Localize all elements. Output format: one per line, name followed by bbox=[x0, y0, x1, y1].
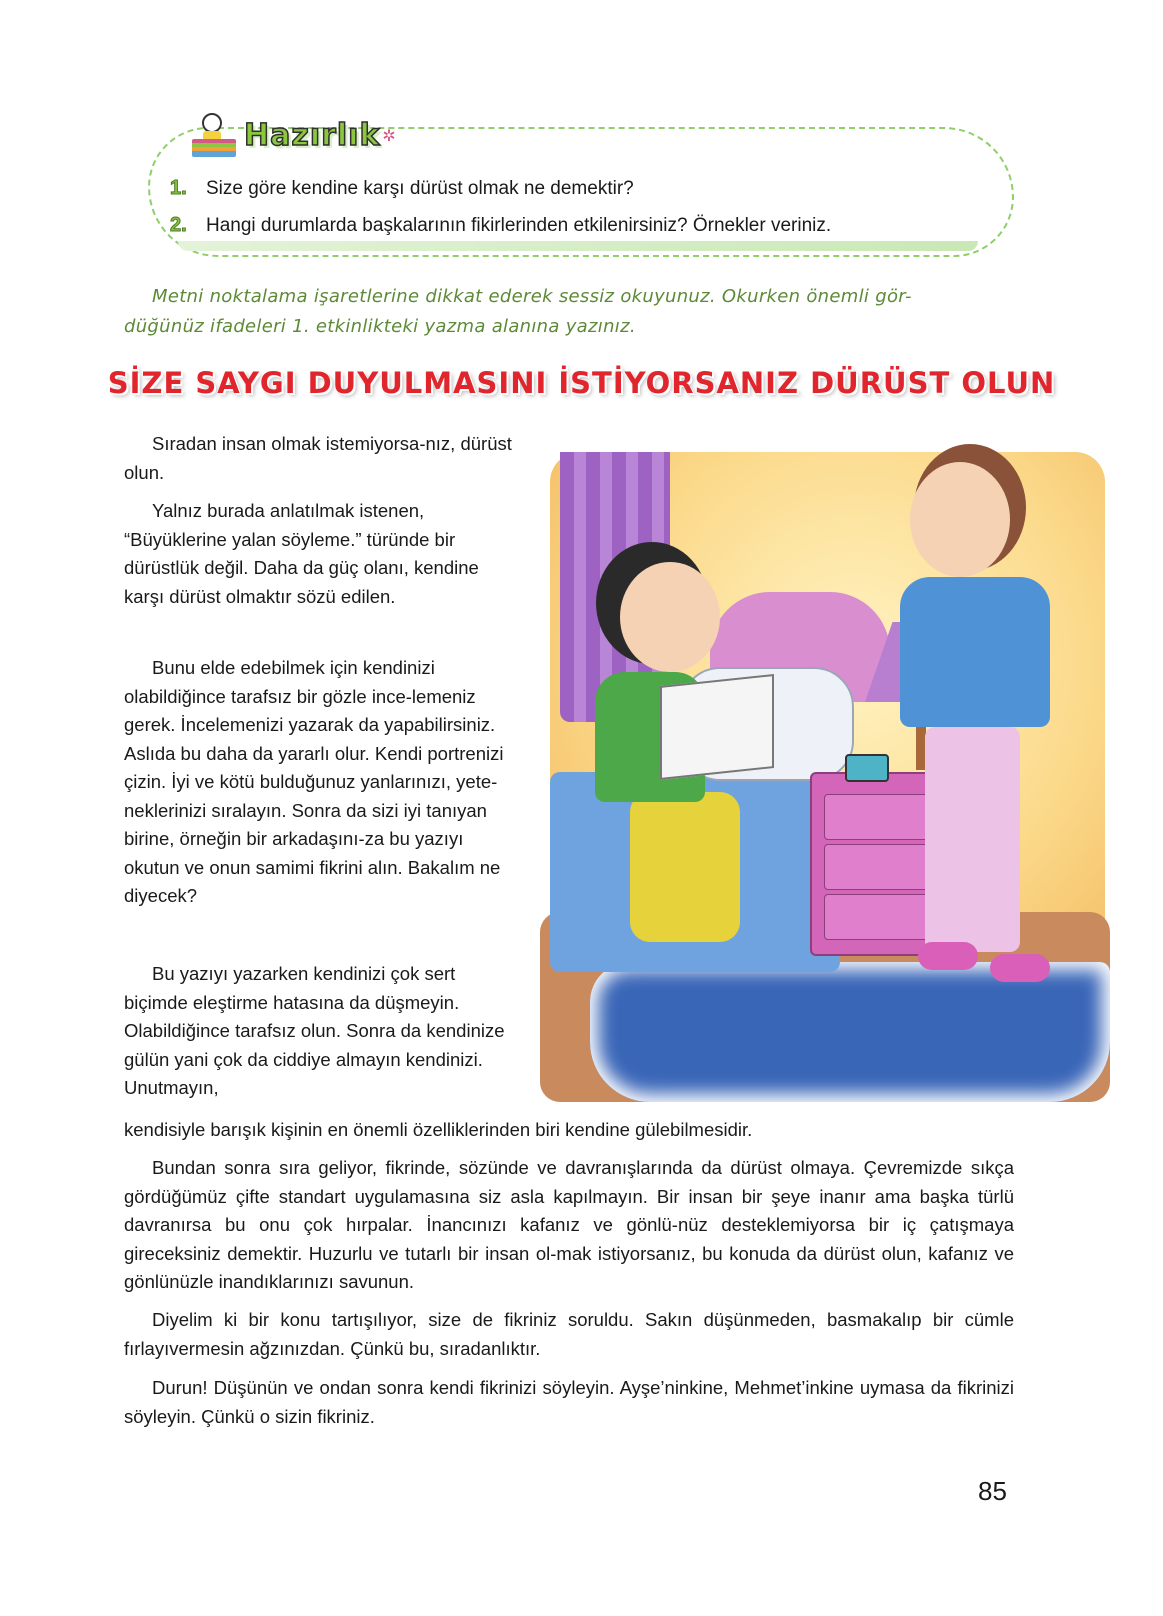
preparation-box bbox=[148, 113, 1016, 261]
kid-with-books-icon bbox=[188, 113, 240, 157]
question-number: 2. bbox=[170, 214, 187, 236]
page-number: 85 bbox=[978, 1476, 1007, 1506]
sparkle-icon: ✲ bbox=[382, 125, 396, 145]
instruction-line: düğünüz ifadeleri 1. etkinlikteki yazma alanına yazınız. bbox=[124, 316, 636, 337]
reading-instruction bbox=[124, 282, 984, 342]
alarm-clock-icon bbox=[845, 754, 889, 782]
paragraph: Bundan sonra sıra geliyor, fikrinde, sözünde ve davranışlarında da dürüst olmaya. Çevremizde sıkça gördüğümüz çifte standart uygulamasına siz asla kapılmayın. Bir insan bir şeye inanır ama başka türlü davranırsa bu onu çok hırpalar. İnancınızı kafanız ve gönlü-nüz desteklemiyorsa bir iç çatışmaya gireceksiniz demektir. Huzurlu ve tutarlı bir insan ol-mak istiyorsanız, bu konuda da dürüst olun, kafanız ve gönlünüzle inandıklarınızı savunun. bbox=[124, 1157, 1014, 1292]
story-title: SİZE SAYGI DUYULMASINI İSTİYORSANIZ DÜRÜST OLUN bbox=[107, 366, 1056, 400]
paragraph: Sıradan insan olmak istemiyorsa-nız, dürüst olun. bbox=[124, 433, 512, 483]
paper bbox=[660, 674, 774, 780]
question-text: Size göre kendine karşı dürüst olmak ne demektir? bbox=[206, 178, 634, 199]
preparation-label bbox=[188, 113, 396, 157]
question-number: 1. bbox=[170, 177, 187, 199]
paragraph: Yalnız burada anlatılmak istenen, “Büyüklerine yalan söyleme.” türünde bir dürüstlük değil. Daha da güç olanı, kendine karşı dürüst olmaktır sözü edilen. bbox=[124, 500, 479, 607]
paragraph: Diyelim ki bir konu tartışılıyor, size de fikriniz soruldu. Sakın düşünmeden, basmakalıp bir cümle fırlayıvermesin ağzınızdan. Çünkü bu, sıradanlıktır. bbox=[124, 1309, 1014, 1359]
paragraph-continuation: kendisiyle barışık kişinin en önemli özelliklerinden biri kendine gülebilmesidir. bbox=[124, 1119, 753, 1140]
standing-girl bbox=[910, 462, 1010, 577]
decorative-swoosh bbox=[178, 241, 978, 251]
preparation-title: Hazırlık bbox=[244, 117, 381, 153]
question-text: Hangi durumlarda başkalarının fikirlerinden etkilenirsiniz? Örnekler veriniz. bbox=[206, 215, 832, 236]
question-item bbox=[170, 177, 634, 200]
question-item bbox=[170, 214, 831, 237]
paragraph: Bunu elde edebilmek için kendinizi olabildiğince tarafsız bir gözle ince-lemeniz gerek. İncelemenizi yazarak da yapabilirsiniz. Aslıda bu daha da yararlı olur. Kendi portrenizi çizin. İyi ve kötü bulduğunuz yanlarınızı, yete-neklerinizi sıralayın. Sonra da sizi iyi tanıyan birine, örneğin bir arkadaşını-za bu yazıyı okutun ve onun samimi fikrini alın. Bakalım ne diyecek? bbox=[124, 657, 504, 906]
paragraph: Durun! Düşünün ve ondan sonra kendi fikrinizi söyleyin. Ayşe’ninkine, Mehmet’inkine uymasa da fikrinizi söyleyin. Çünkü o sizin fikriniz. bbox=[124, 1377, 1014, 1427]
rug bbox=[590, 962, 1110, 1102]
paragraph: Bu yazıyı yazarken kendinizi çok sert biçimde eleştirme hatasına da düşmeyin. Olabildiğince tarafsız olun. Sonra da kendinize gülün yani çok da ciddiye almayın kendinizi. Unutmayın, bbox=[124, 963, 505, 1098]
sitting-girl bbox=[620, 562, 720, 672]
bedroom-illustration bbox=[520, 442, 1120, 1107]
instruction-line: Metni noktalama işaretlerine dikkat ederek sessiz okuyunuz. Okurken önemli gör- bbox=[152, 286, 912, 307]
